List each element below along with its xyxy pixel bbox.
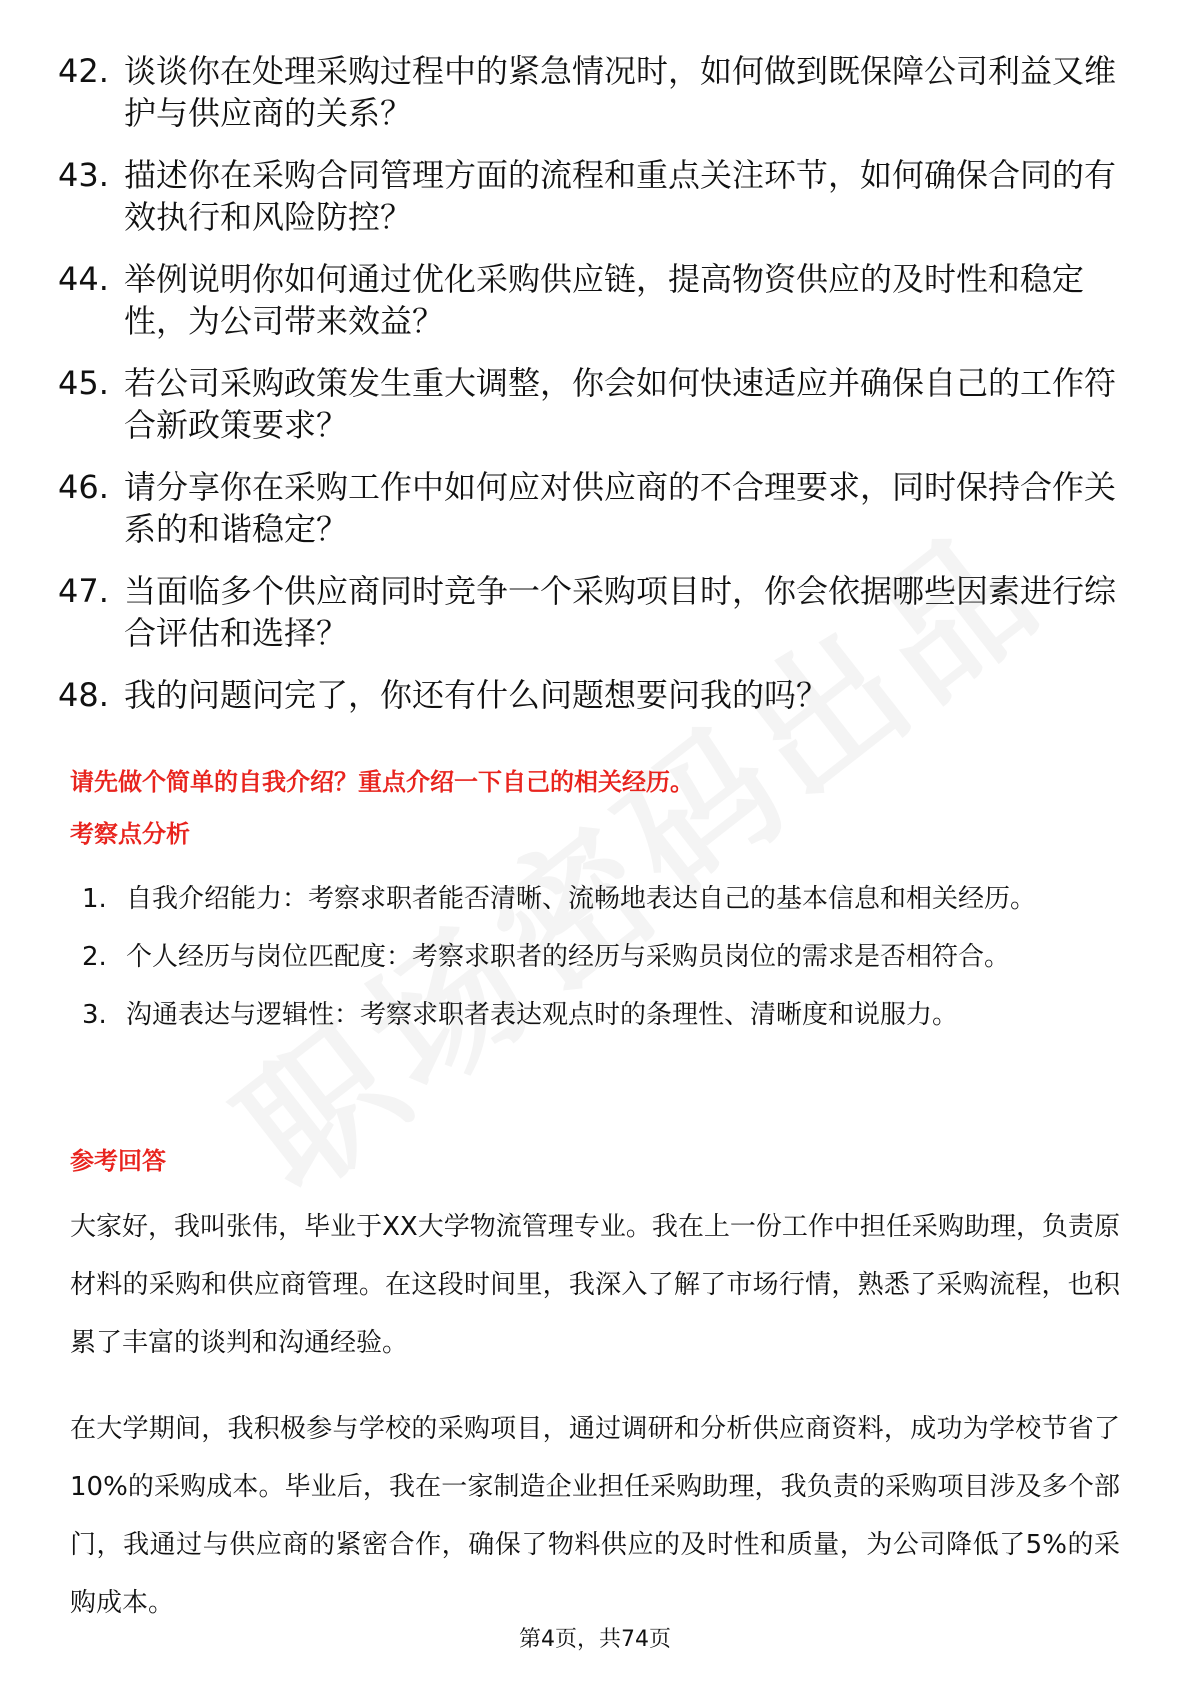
question-text: 请分享你在采购工作中如何应对供应商的不合理要求，同时保持合作关系的和谐稳定？ <box>124 468 1117 548</box>
question-item <box>58 50 1118 134</box>
question-number: 46. <box>58 468 109 506</box>
analysis-number: 1. <box>82 884 107 914</box>
question-item <box>58 466 1118 550</box>
analysis-text: 个人经历与岗位匹配度：考察求职者的经历与采购员岗位的需求是否相符合。 <box>126 942 1011 972</box>
analysis-number: 2. <box>82 942 107 972</box>
analysis-text: 沟通表达与逻辑性：考察求职者表达观点时的条理性、清晰度和说服力。 <box>126 1000 959 1030</box>
question-text: 举例说明你如何通过优化采购供应链，提高物资供应的及时性和稳定性，为公司带来效益？ <box>124 260 1085 340</box>
analysis-item <box>82 986 1112 1044</box>
question-heading: 请先做个简单的自我介绍？重点介绍一下自己的相关经历。 <box>70 768 694 796</box>
question-text: 描述你在采购合同管理方面的流程和重点关注环节，如何确保合同的有效执行和风险防控？ <box>124 156 1117 236</box>
question-text: 若公司采购政策发生重大调整，你会如何快速适应并确保自己的工作符合新政策要求？ <box>124 364 1117 444</box>
analysis-heading: 考察点分析 <box>70 820 190 848</box>
question-item <box>58 258 1118 342</box>
question-text: 我的问题问完了，你还有什么问题想要问我的吗？ <box>124 676 829 714</box>
question-text: 当面临多个供应商同时竞争一个采购项目时，你会依据哪些因素进行综合评估和选择？ <box>124 572 1117 652</box>
analysis-text: 自我介绍能力：考察求职者能否清晰、流畅地表达自己的基本信息和相关经历。 <box>126 884 1037 914</box>
question-number: 42. <box>58 52 109 90</box>
question-item <box>58 154 1118 238</box>
analysis-list <box>82 870 1112 1044</box>
question-item <box>58 570 1118 654</box>
question-item <box>58 362 1118 446</box>
question-number: 48. <box>58 676 109 714</box>
question-item <box>58 674 1118 716</box>
question-list <box>58 50 1118 736</box>
page-footer: 第4页，共74页 <box>519 1627 671 1652</box>
question-number: 44. <box>58 260 109 298</box>
answer-paragraph: 大家好，我叫张伟，毕业于XX大学物流管理专业。我在上一份工作中担任采购助理，负责原材料的采购和供应商管理。在这段时间里，我深入了解了市场行情，熟悉了采购流程，也积累了丰富的谈判和沟通经验。 <box>70 1212 1120 1358</box>
question-number: 45. <box>58 364 109 402</box>
question-number: 47. <box>58 572 109 610</box>
question-number: 43. <box>58 156 109 194</box>
answer-paragraph: 在大学期间，我积极参与学校的采购项目，通过调研和分析供应商资料，成功为学校节省了10%的采购成本。毕业后，我在一家制造企业担任采购助理，我负责的采购项目涉及多个部门，我通过与供应商的紧密合作，确保了物料供应的及时性和质量，为公司降低了5%的采购成本。 <box>70 1414 1120 1618</box>
analysis-item <box>82 870 1112 928</box>
analysis-item <box>82 928 1112 986</box>
analysis-number: 3. <box>82 1000 107 1030</box>
question-text: 谈谈你在处理采购过程中的紧急情况时，如何做到既保障公司利益又维护与供应商的关系？ <box>124 52 1117 132</box>
answer-heading: 参考回答 <box>70 1147 166 1175</box>
